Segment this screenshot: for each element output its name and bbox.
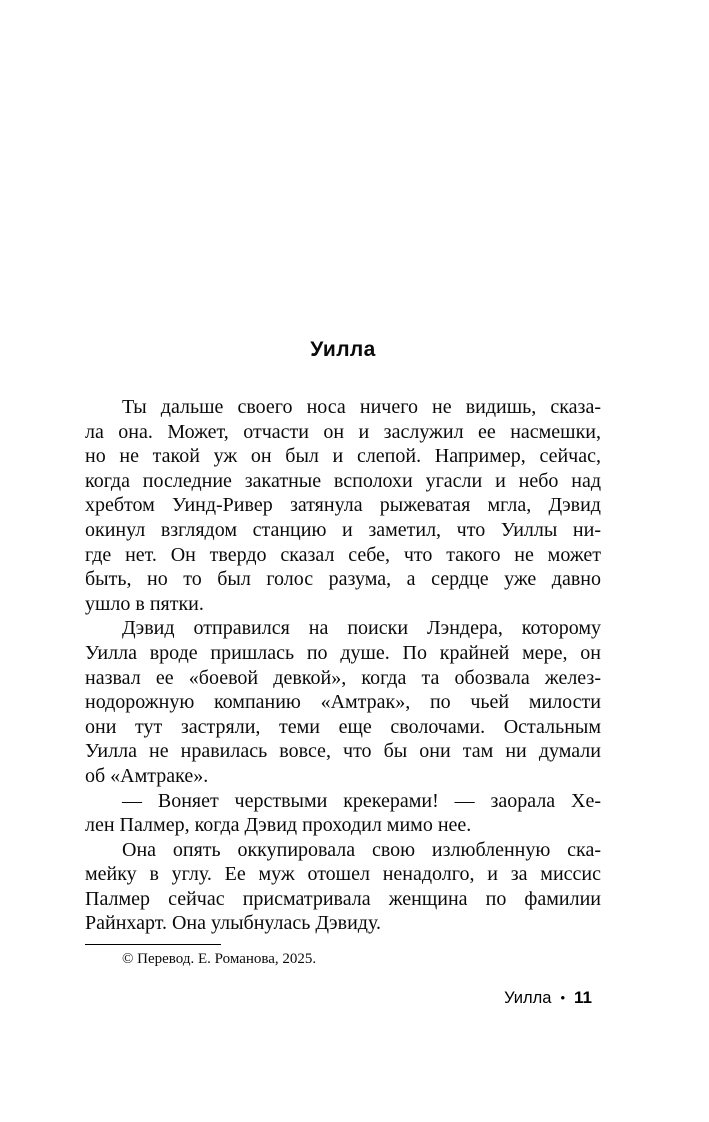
text-line: окинул взглядом станцию и заметил, что Уиллы ни-	[85, 518, 601, 541]
text-line: Палмер сейчас присматривала женщина по фамилии	[85, 887, 601, 910]
footer-bullet: •	[560, 990, 566, 1005]
page-number: 11	[574, 988, 592, 1007]
text-line: ла она. Может, отчасти он и заслужил ее насмешки,	[85, 420, 601, 443]
text-line: Дэвид отправился на поиски Лэндера, которому	[122, 617, 601, 640]
text-line: — Воняет черствыми крекерами! — заорала Хе-	[122, 789, 601, 812]
text-line: они тут застряли, теми еще сволочами. Остальным	[85, 715, 601, 738]
paragraph	[85, 395, 601, 616]
text-line: лен Палмер, когда Дэвид проходил мимо нее.	[85, 814, 472, 837]
text-line: хребтом Уинд-Ривер затянула рыжеватая мгла, Дэвид	[85, 494, 601, 517]
text-line: назвал ее «боевой девкой», когда та обозвала желез-	[85, 666, 601, 689]
footnote-text: © Перевод. Е. Романова, 2025.	[122, 951, 317, 968]
paragraph	[85, 789, 601, 838]
text-line: Уилла вроде пришлась по душе. По крайней мере, он	[85, 641, 601, 664]
text-line: Она опять оккупировала свою излюбленную ска-	[122, 838, 601, 861]
text-line: ушло в пятки.	[85, 592, 204, 615]
footnote-separator-rule	[85, 944, 221, 945]
text-line: мейку в углу. Ее муж отошел ненадолго, и за миссис	[85, 863, 601, 886]
text-line: где нет. Он твердо сказал себе, что такого не может	[85, 543, 601, 566]
text-line: но не такой уж он был и слепой. Например, сейчас,	[85, 445, 601, 468]
footnote-area	[85, 944, 601, 969]
text-line: Уилла не нравилась вовсе, что бы они там ни думали	[85, 740, 601, 763]
text-line: Ты дальше своего носа ничего не видишь, сказа-	[122, 396, 601, 418]
text-line: нодорожную компанию «Амтрак», по чьей милости	[85, 691, 601, 714]
text-column	[85, 338, 601, 969]
text-line: об «Амтраке».	[85, 764, 209, 787]
body-text	[85, 395, 601, 936]
chapter-title: Уилла	[310, 338, 376, 361]
paragraph	[85, 838, 601, 936]
page-footer	[85, 988, 592, 1008]
text-line: Райнхарт. Она улыбнулась Дэвиду.	[85, 912, 381, 935]
paragraph	[85, 616, 601, 788]
running-title: Уилла	[504, 989, 552, 1007]
text-line: быть, но то был голос разума, а сердце уже давно	[85, 568, 601, 591]
text-line: когда последние закатные всполохи угасли и небо над	[85, 469, 601, 492]
